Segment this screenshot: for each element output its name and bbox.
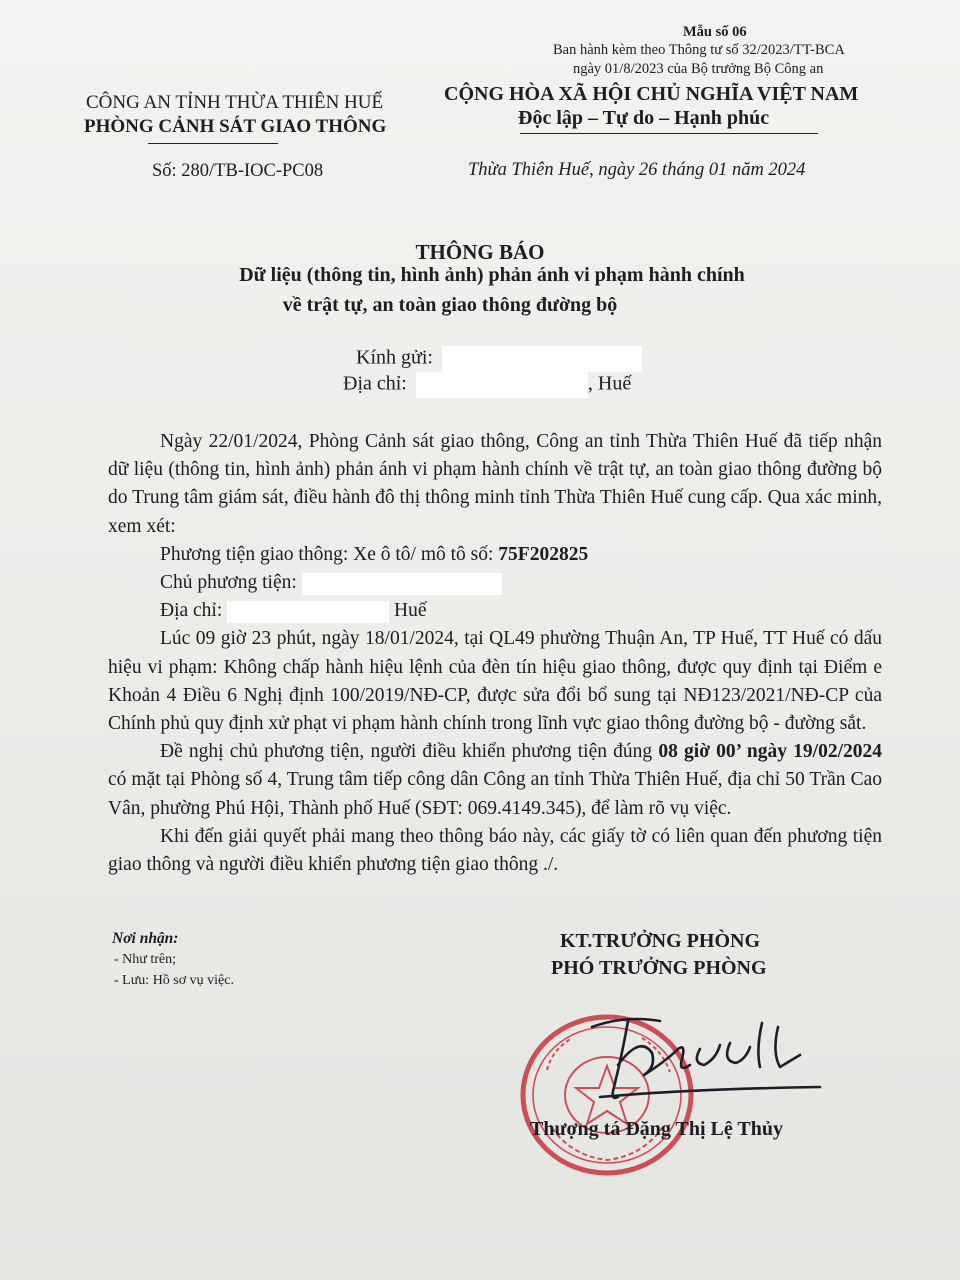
- form-number: Mẫu số 06: [683, 24, 747, 40]
- intro-paragraph: Ngày 22/01/2024, Phòng Cảnh sát giao thông, Công an tỉnh Thừa Thiên Huế đã tiếp nhận dữ liệu (thông tin, hình ảnh) phản ánh vi phạm hành chính về trật tự, an toàn giao thông đường bộ do Trung tâm giám sát, điều hành đô thị thông minh tỉnh Thừa Thiên Huế cung cấp. Qua xác minh, xem xét:: [108, 431, 882, 537]
- recipient-address-label: Địa chỉ:: [343, 372, 407, 395]
- redacted-recipient-name: [442, 346, 642, 372]
- summons-text-end: có mặt tại Phòng số 4, Trung tâm tiếp công dân Công an tỉnh Thừa Thiên Huế, địa chỉ 50 Trần Cao Vân, phường Phú Hội, Thành phố Huế (SĐT: 069.4149.345), để làm rõ vụ việc.: [108, 769, 882, 819]
- body-section: [108, 428, 882, 879]
- instructions-paragraph: Khi đến giải quyết phải mang theo thông báo này, các giấy tờ có liên quan đến phương tiện giao thông và người điều khiển phương tiện giao thông ./.: [108, 825, 882, 876]
- summons-text-start: Đề nghị chủ phương tiện, người điều khiển phương tiện đúng: [160, 741, 659, 763]
- vehicle-label: Phương tiện giao thông: Xe ô tô/ mô tô số:: [160, 543, 499, 565]
- recipients-item-1: - Như trên;: [114, 952, 177, 967]
- recipient-to-line: [356, 346, 642, 372]
- vehicle-plate: 75F202825: [498, 543, 589, 565]
- summons-paragraph: [108, 738, 882, 823]
- owner-address-line: [108, 597, 882, 625]
- redacted-owner-address: [227, 601, 389, 623]
- vehicle-line: [108, 541, 882, 569]
- notice-subtitle-line-2: về trật tự, an toàn giao thông đường bộ: [282, 294, 618, 316]
- owner-label: Chủ phương tiện:: [160, 572, 297, 594]
- issuer-agency: CÔNG AN TỈNH THỪA THIÊN HUẾ: [86, 92, 384, 113]
- signer-title-2: PHÓ TRƯỞNG PHÒNG: [551, 957, 767, 979]
- redacted-owner-name: [302, 573, 502, 595]
- redacted-recipient-address: [416, 372, 588, 398]
- recipient-address-line: [343, 372, 631, 398]
- form-reference-line-2: ngày 01/8/2023 của Bộ trưởng Bộ Công an: [573, 61, 824, 77]
- recipients-heading: Nơi nhận:: [112, 930, 179, 947]
- national-title: CỘNG HÒA XÃ HỘI CHỦ NGHĨA VIỆT NAM: [444, 83, 859, 105]
- owner-line: [108, 569, 882, 597]
- place-and-date: Thừa Thiên Huế, ngày 26 tháng 01 năm 2024: [468, 160, 806, 180]
- national-motto: Độc lập – Tự do – Hạnh phúc: [518, 107, 770, 129]
- motto-underline: [520, 133, 818, 134]
- recipient-address-suffix: , Huế: [587, 372, 632, 395]
- owner-address-label: Địa chỉ:: [160, 600, 223, 622]
- recipient-to-label: Kính gửi:: [356, 346, 433, 369]
- document-number: Số: 280/TB-IOC-PC08: [152, 161, 324, 181]
- signer-name: Thượng tá Đặng Thị Lệ Thủy: [530, 1118, 783, 1140]
- form-reference-line-1: Ban hành kèm theo Thông tư số 32/2023/TT-BCA: [553, 42, 845, 58]
- notice-title: THÔNG BÁO: [415, 240, 545, 264]
- issuer-department: PHÒNG CẢNH SÁT GIAO THÔNG: [84, 116, 387, 137]
- handwritten-signature-icon: [570, 1005, 830, 1115]
- issuer-underline: [148, 143, 278, 144]
- notice-subtitle-line-1: Dữ liệu (thông tin, hình ảnh) phản ánh vi phạm hành chính: [239, 264, 745, 286]
- violation-paragraph: Lúc 09 giờ 23 phút, ngày 18/01/2024, tại QL49 phường Thuận An, TP Huế, TT Huế có dấu hiệu vi phạm: Không chấp hành hiệu lệnh của đèn tín hiệu giao thông, được quy định tại Điểm e Khoản 4 Điều 6 Nghị định 100/2019/NĐ-CP, được sửa đổi bổ sung tại NĐ123/2021/NĐ-CP của Chính phủ quy định xử phạt vi phạm hành chính trong lĩnh vực giao thông đường bộ - đường sắt.: [108, 628, 882, 735]
- summons-datetime: 08 giờ 00’ ngày 19/02/2024: [658, 741, 882, 763]
- signer-title-1: KT.TRƯỞNG PHÒNG: [560, 930, 760, 952]
- owner-address-suffix: Huế: [389, 600, 427, 622]
- recipients-item-2: - Lưu: Hồ sơ vụ việc.: [114, 973, 234, 988]
